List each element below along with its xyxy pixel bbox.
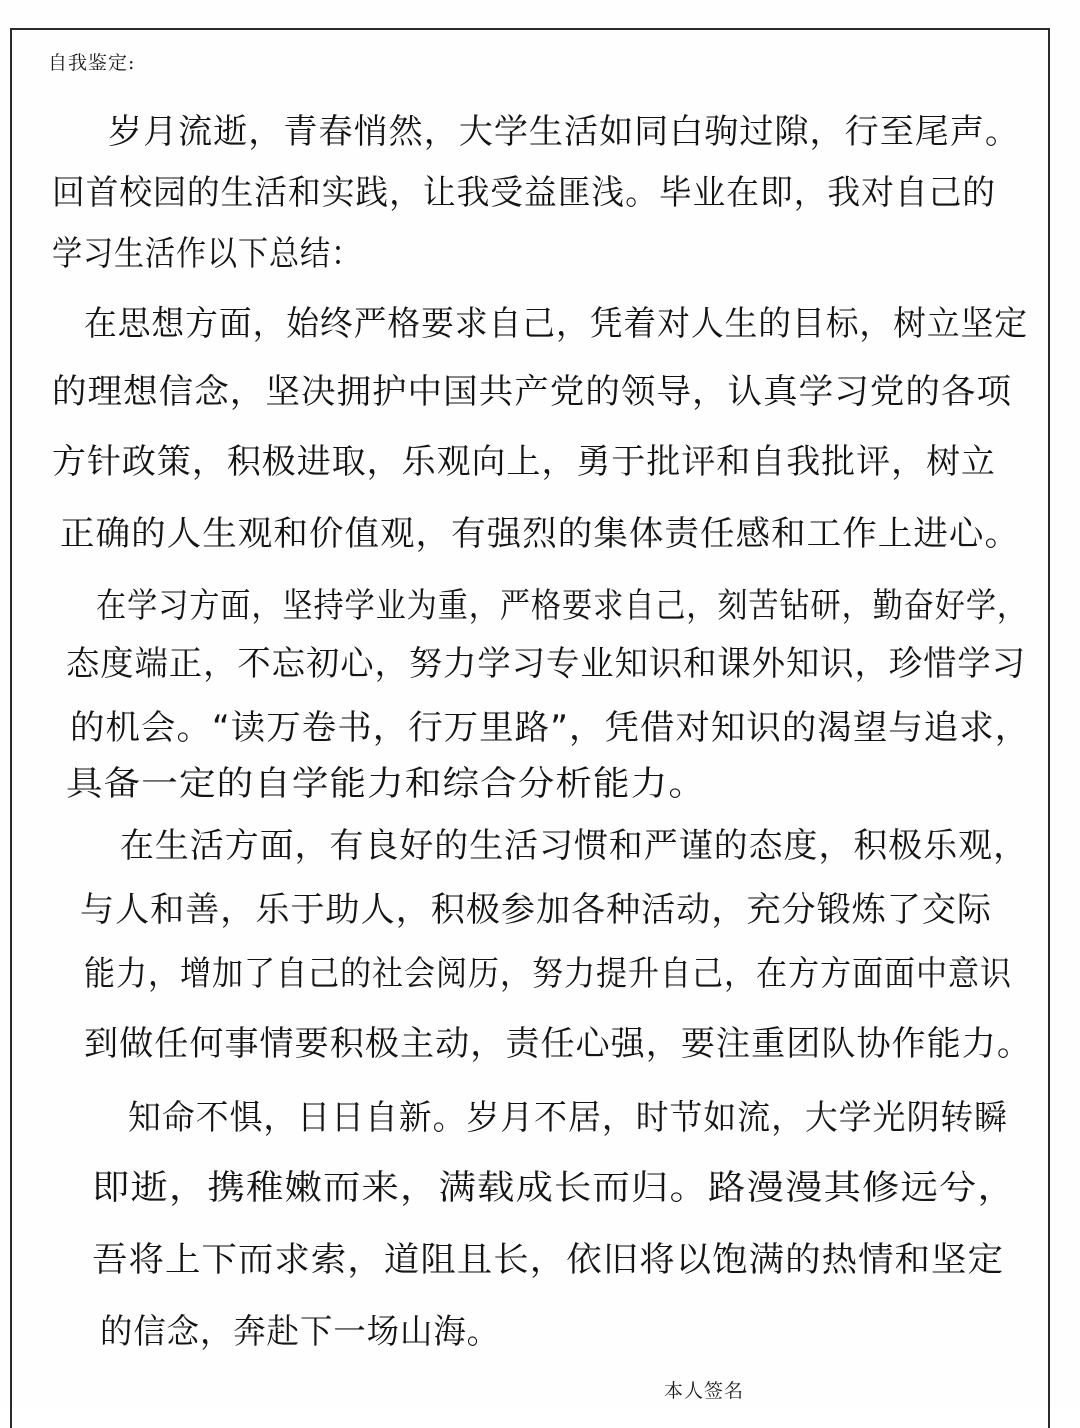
handwritten-line: 能力，增加了自己的社会阅历，努力提升自己，在方方面面中意识	[84, 954, 1012, 994]
handwritten-line: 在学习方面，坚持学业为重，严格要求自己，刻苦钻研，勤奋好学，	[96, 586, 1028, 626]
handwritten-line: 吾将上下而求索，道阻且长，依旧将以饱满的热情和坚定	[92, 1240, 1004, 1280]
handwritten-line: 即逝，携稚嫩而来，满载成长而归。路漫漫其修远兮，	[92, 1168, 1016, 1208]
heading-self-assessment: 自我鉴定:	[48, 52, 136, 74]
handwritten-line: 回首校园的生活和实践，让我受益匪浅。毕业在即，我对自己的	[52, 173, 996, 213]
handwritten-line: 岁月流逝，青春悄然，大学生活如同白驹过隙，行至尾声。	[108, 112, 1021, 152]
signature-label: 本人签名	[664, 1380, 745, 1402]
handwritten-line: 的理想信念，坚决拥护中国共产党的领导，认真学习党的各项	[52, 372, 1013, 412]
handwritten-line: 的机会。“读万卷书，行万里路”，凭借对知识的渴望与追求，	[70, 708, 1031, 748]
handwritten-line: 正确的人生观和价值观，有强烈的集体责任感和工作上进心。	[60, 514, 1021, 554]
handwritten-line: 方针政策，积极进取，乐观向上，勇于批评和自我批评，树立	[52, 442, 996, 482]
handwritten-line: 学习生活作以下总结：	[52, 234, 362, 274]
handwritten-line: 知命不惧，日日自新。岁月不居，时节如流，大学光阴转瞬	[128, 1098, 1008, 1138]
handwritten-line: 到做任何事情要积极主动，责任心强，要注重团队协作能力。	[84, 1024, 1032, 1064]
handwritten-line: 态度端正，不忘初心，努力学习专业知识和课外知识，珍惜学习	[66, 644, 1026, 684]
handwritten-line: 与人和善，乐于助人，积极参加各种活动，充分锻炼了交际	[80, 890, 993, 930]
handwritten-line: 的信念，奔赴下一场山海。	[100, 1312, 500, 1352]
handwritten-line: 在思想方面，始终严格要求自己，凭着对人生的目标，树立坚定	[84, 304, 1028, 344]
handwritten-line: 具备一定的自学能力和综合分析能力。	[66, 764, 707, 804]
handwritten-line: 在生活方面，有良好的生活习惯和严谨的态度，积极乐观，	[120, 826, 1028, 866]
